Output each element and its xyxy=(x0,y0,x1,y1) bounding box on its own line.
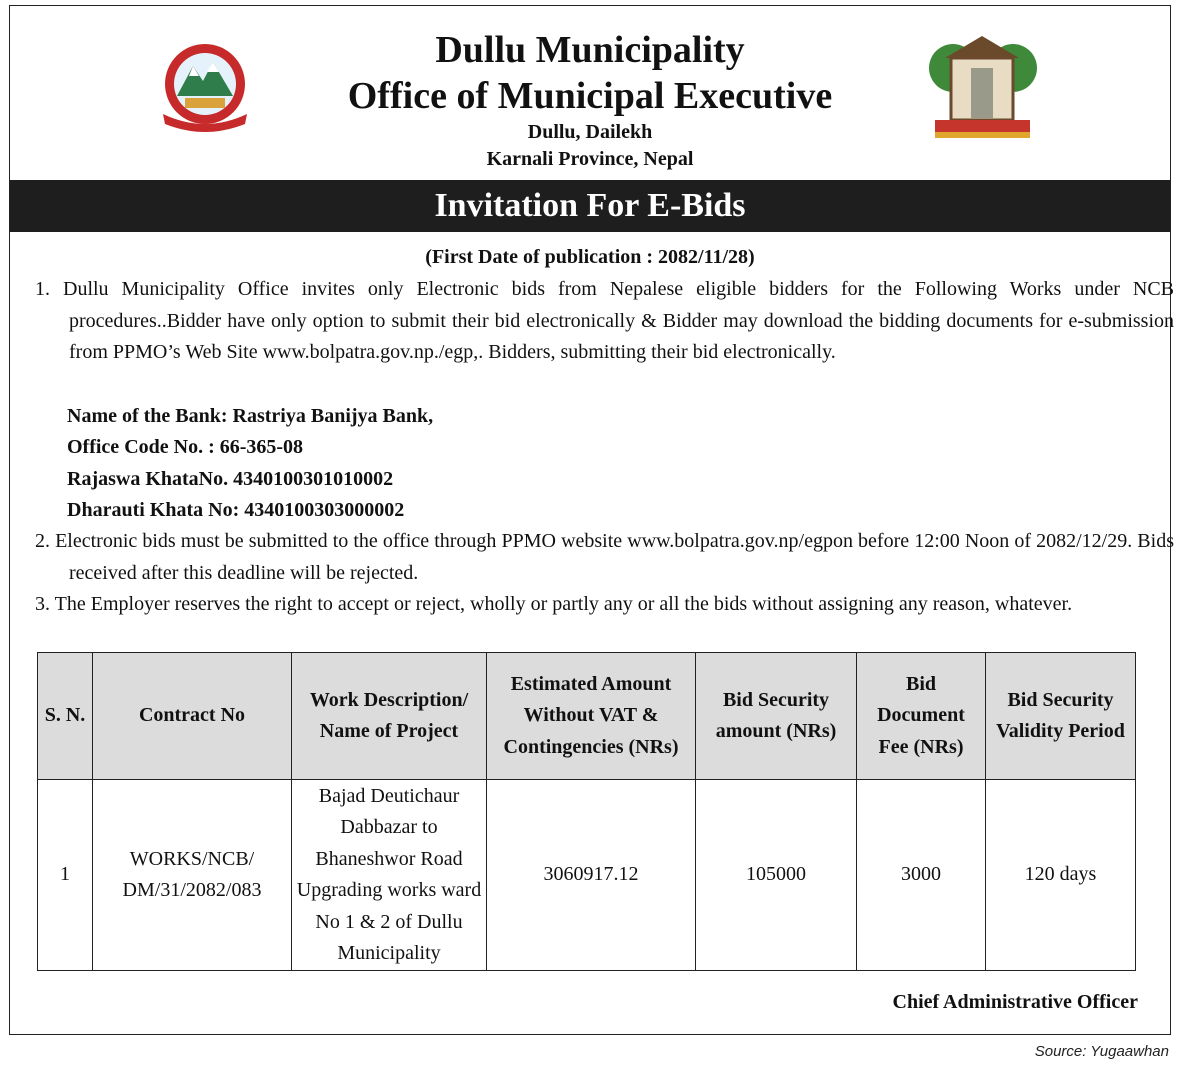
rajaswa-khata: Rajaswa KhataNo. 4340100301010002 xyxy=(67,468,394,490)
header-sn: S. N. xyxy=(38,653,93,780)
office-title: Office of Municipal Executive xyxy=(347,75,833,117)
clause-3: 3. The Employer reserves the right to accept or reject, wholly or partly any or all the bids without assigning any reason, whatever. xyxy=(35,593,1073,615)
municipality-logo-icon xyxy=(925,28,1040,143)
municipality-title: Dullu Municipality xyxy=(435,29,745,71)
notice-frame xyxy=(9,5,1174,1035)
header-estimated-amount: Estimated Amount Without VAT & Contingencies (NRs) xyxy=(487,653,696,780)
notice-header xyxy=(10,6,1170,178)
cell-sn: 1 xyxy=(38,780,93,971)
header-validity: Bid Security Validity Period xyxy=(986,653,1136,780)
cell-bid-security: 105000 xyxy=(696,780,857,971)
header-contract-no: Contract No xyxy=(93,653,292,780)
table-row xyxy=(38,780,1136,971)
cell-description: Bajad Deutichaur Dabbazar to Bhaneshwor Road Upgrading works ward No 1 & 2 of Dullu Municipality xyxy=(292,780,487,971)
header-document-fee: Bid Document Fee (NRs) xyxy=(857,653,986,780)
clause-1: 1. Dullu Municipality Office invites only Electronic bids from Nepalese eligible bidders for the Following Works under NCB procedures..Bidder have only option to submit their bid electronically & Bidder may download the bidding documents for e-submission from PPMO’s Web Site www.bolpatra.gov.np./egp,. Bidders, submitting their bid electronically. xyxy=(35,278,1174,363)
dharauti-khata: Dharauti Khata No: 4340100303000002 xyxy=(67,499,405,521)
signatory: Chief Administrative Officer xyxy=(892,991,1138,1013)
header-bid-security: Bid Security amount (NRs) xyxy=(696,653,857,780)
source-credit: Source: Yugaawhan xyxy=(1034,1043,1169,1060)
cell-document-fee: 3000 xyxy=(857,780,986,971)
publication-date: (First Date of publication : 2082/11/28) xyxy=(425,246,755,268)
header-work-description: Work Description/ Name of Project xyxy=(292,653,487,780)
address-line-2: Karnali Province, Nepal xyxy=(486,148,694,170)
bank-name: Name of the Bank: Rastriya Banijya Bank, xyxy=(67,405,434,427)
cell-contract-no: WORKS/NCB/ DM/31/2082/083 xyxy=(93,780,292,971)
address-line-1: Dullu, Dailekh xyxy=(527,121,653,143)
clause-2: 2. Electronic bids must be submitted to the office through PPMO website www.bolpatra.gov.np/egpon before 12:00 Noon of 2082/12/29. Bids received after this deadline will be rejected. xyxy=(35,530,1174,584)
bids-table xyxy=(37,652,1136,971)
cell-validity: 120 days xyxy=(986,780,1136,971)
cell-estimated-amount: 3060917.12 xyxy=(487,780,696,971)
invitation-banner: Invitation For E-Bids xyxy=(10,180,1170,232)
table-header-row xyxy=(38,653,1136,780)
office-code: Office Code No. : 66-365-08 xyxy=(67,436,304,458)
